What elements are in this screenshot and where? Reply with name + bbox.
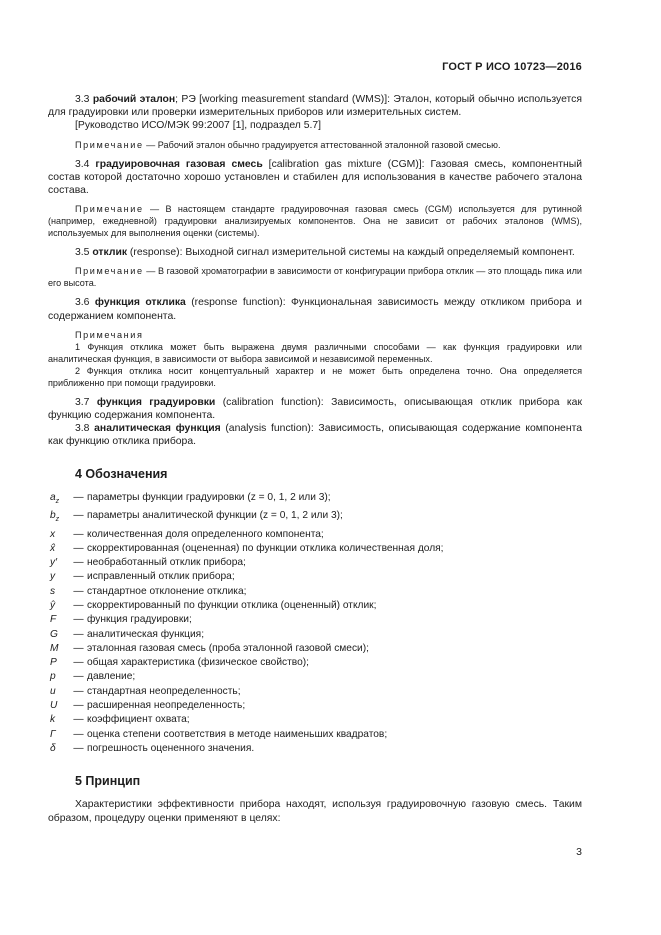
symbol — [48, 656, 70, 670]
symbol — [48, 713, 70, 727]
symbol-description: скорректированная (оцененная) по функции отклика количественная доля; — [87, 542, 444, 554]
symbol-row — [48, 556, 582, 570]
symbol — [48, 585, 70, 599]
dash: — — [73, 685, 84, 697]
dash: — — [73, 585, 84, 597]
term-number: 3.4 — [75, 158, 90, 170]
symbol-description: количественная доля определенного компонента; — [87, 528, 324, 540]
symbol — [48, 491, 70, 509]
symbol-subscript: z — [55, 516, 60, 524]
dash: — — [73, 657, 84, 669]
symbol-row — [48, 685, 582, 699]
section-heading: 5 Принцип — [75, 774, 141, 789]
note-label: Примечание — [75, 266, 144, 277]
symbol — [48, 599, 70, 613]
term-number: 3.3 — [75, 94, 90, 105]
term-3-6 — [48, 296, 582, 322]
symbol — [48, 685, 70, 699]
section-paragraph: Характеристики эффективности прибора находят, используя градуировочную газовую смесь. Таким образом, процедуру оценки применяют в целях: — [48, 799, 582, 824]
dash: — — [73, 671, 84, 683]
symbol-row — [48, 742, 582, 756]
symbol-row — [48, 491, 582, 509]
note-2: 2 Функция отклика носит концептуальный характер и не может быть определена точно. Она определяется приближенно при помощи градуировки. — [48, 365, 582, 388]
symbol-description: давление; — [87, 671, 136, 683]
symbol-description: погрешность оцененного значения. — [87, 742, 255, 754]
dash: — — [73, 599, 84, 611]
term-number: 3.6 — [75, 297, 90, 309]
symbol-row — [48, 642, 582, 656]
symbol — [48, 642, 70, 656]
term-3-3 — [48, 93, 582, 119]
term-name: аналитическая функция — [94, 423, 221, 435]
term-name: функция градуировки — [96, 396, 216, 408]
note-1: 1 Функция отклика может быть выражена двумя различными способами — как функция градуировки или аналитическая функция, в зависимости от выбора зависимой и независимой переменных. — [48, 341, 582, 364]
symbol-description: аналитическая функция; — [87, 628, 205, 640]
symbol-char: Г — [50, 728, 56, 740]
symbol-description: стандартное отклонение отклика; — [87, 585, 247, 597]
symbol-row — [48, 670, 582, 684]
symbol — [48, 670, 70, 684]
symbol-row — [48, 699, 582, 713]
symbol-subscript: z — [55, 497, 60, 505]
notes-label-text: Примечания — [75, 329, 144, 340]
term-name: градуировочная газовая смесь — [95, 158, 263, 170]
page-number: 3 — [576, 846, 582, 858]
symbol-char: p — [50, 671, 56, 683]
symbol — [48, 742, 70, 756]
term-number: 3.5 — [75, 247, 90, 259]
term-definition: [calibration gas mixture (CGM)]: Газовая смесь, компонентный состав которой достаточно хорошо установлен и стабилен для использования в качестве рабочего эталона состава. — [48, 158, 582, 197]
symbol-char: a — [50, 491, 56, 503]
symbol — [48, 556, 70, 570]
dash: — — [73, 742, 84, 754]
dash: — — [73, 491, 84, 503]
symbol — [48, 570, 70, 584]
symbol-char: δ — [50, 742, 56, 754]
symbol-char: k — [50, 714, 56, 726]
note-text: — В настоящем стандарте градуировочная газовая смесь (CGM) используется для рутинной (например, ежедневной) градуировки анализируемых компонентов. Она не зависит от рабочих эталонов (WMS), используемых для выполнения оценки (системы). — [48, 204, 582, 239]
term-definition: (calibration function): Зависимость, описывающая отклик прибора как функцию содержания компонента. — [48, 396, 583, 422]
symbol — [48, 528, 70, 542]
term-name: рабочий эталон — [92, 94, 176, 105]
document-body — [48, 93, 582, 825]
note — [48, 203, 582, 239]
note-text: — Рабочий эталон обычно градуируется аттестованной эталонной газовой смесью. — [143, 139, 501, 150]
symbol-row — [48, 570, 582, 584]
symbol-char: y — [50, 571, 56, 583]
note-text: — В газовой хроматографии в зависимости от конфигурации прибора отклик — это площадь пика или его высота. — [48, 266, 582, 289]
symbol — [48, 728, 70, 742]
symbol — [48, 628, 70, 642]
dash: — — [73, 628, 84, 640]
symbol-char: ŷ — [50, 599, 56, 611]
dash: — — [73, 528, 84, 540]
symbol — [48, 613, 70, 627]
dash: — — [73, 614, 84, 626]
term-3-7 — [48, 396, 582, 422]
symbol-description: расширенная неопределенность; — [87, 700, 246, 712]
symbol-char: y′ — [50, 557, 58, 569]
symbol-description: исправленный отклик прибора; — [87, 571, 235, 583]
symbols-list — [48, 491, 582, 756]
symbol-char: M — [50, 642, 59, 654]
symbol-char: F — [50, 614, 57, 626]
note-label: Примечание — [75, 139, 144, 150]
term-number: 3.7 — [75, 396, 90, 408]
term-definition: (response): Выходной сигнал измерительной системы на каждый определяемый компонент. — [127, 247, 575, 259]
symbol-row — [48, 656, 582, 670]
term-definition: (response function): Функциональная зависимость между откликом прибора и содержанием компонента. — [48, 297, 582, 322]
symbol-description: стандартная неопределенность; — [87, 685, 241, 697]
dash: — — [73, 714, 84, 726]
symbol — [48, 699, 70, 713]
symbol-row — [48, 542, 582, 556]
symbol-char: s — [50, 585, 56, 597]
term-definition: ; РЭ [working measurement standard (WMS)]: Эталон, который обычно используется для градуировки или проверки измерительных приборов или измерительных систем. — [48, 94, 582, 119]
symbol-row — [48, 585, 582, 599]
symbol-char: x̂ — [50, 542, 56, 554]
symbol-char: u — [50, 685, 56, 697]
symbol-description: необработанный отклик прибора; — [87, 557, 246, 569]
symbol-description: функция градуировки; — [87, 614, 192, 626]
symbol-row — [48, 509, 582, 527]
note-label: Примечание — [75, 204, 144, 215]
symbol-char: b — [50, 510, 56, 522]
symbol-row — [48, 599, 582, 613]
dash: — — [73, 542, 84, 554]
symbol-description: оценка степени соответствия в методе наименьших квадратов; — [87, 728, 388, 740]
symbol — [48, 509, 70, 527]
section-heading: 4 Обозначения — [75, 466, 168, 481]
term-definition: (analysis function): Зависимость, описывающая содержание компонента как функцию отклика прибора. — [48, 423, 582, 448]
dash: — — [73, 510, 84, 522]
symbol-row — [48, 628, 582, 642]
note — [48, 265, 582, 289]
symbol-description: параметры функции градуировки (z = 0, 1, 2 или 3); — [87, 491, 331, 503]
term-3-4 — [48, 158, 582, 198]
symbol — [48, 542, 70, 556]
dash: — — [73, 700, 84, 712]
symbol-row — [48, 613, 582, 627]
symbol-row — [48, 728, 582, 742]
term-name: функция отклика — [94, 297, 186, 309]
term-name: отклик — [92, 247, 128, 259]
dash: — — [73, 571, 84, 583]
symbol-description: параметры аналитической функции (z = 0, 1, 2 или 3); — [87, 510, 343, 522]
term-reference: [Руководство ИСО/МЭК 99:2007 [1], подраздел 5.7] — [75, 120, 322, 132]
symbol-description: общая характеристика (физическое свойство); — [87, 657, 309, 669]
symbol-char: x — [50, 528, 56, 540]
symbol-char: U — [50, 700, 58, 712]
symbol-description: коэффициент охвата; — [87, 714, 190, 726]
dash: — — [73, 728, 84, 740]
notes-label — [48, 329, 582, 341]
dash: — — [73, 642, 84, 654]
dash: — — [73, 557, 84, 569]
symbol-description: эталонная газовая смесь (проба эталонной газовой смеси); — [87, 642, 369, 654]
term-3-8 — [48, 422, 582, 448]
symbol-char: P — [50, 657, 57, 669]
document-header: ГОСТ Р ИСО 10723—2016 — [442, 61, 582, 73]
note — [48, 139, 582, 151]
symbol-description: скорректированный по функции отклика (оцененный) отклик; — [87, 599, 377, 611]
term-3-5 — [48, 246, 582, 259]
symbol-char: G — [50, 628, 58, 640]
symbol-row — [48, 713, 582, 727]
symbol-row — [48, 528, 582, 542]
term-number: 3.8 — [75, 423, 90, 435]
